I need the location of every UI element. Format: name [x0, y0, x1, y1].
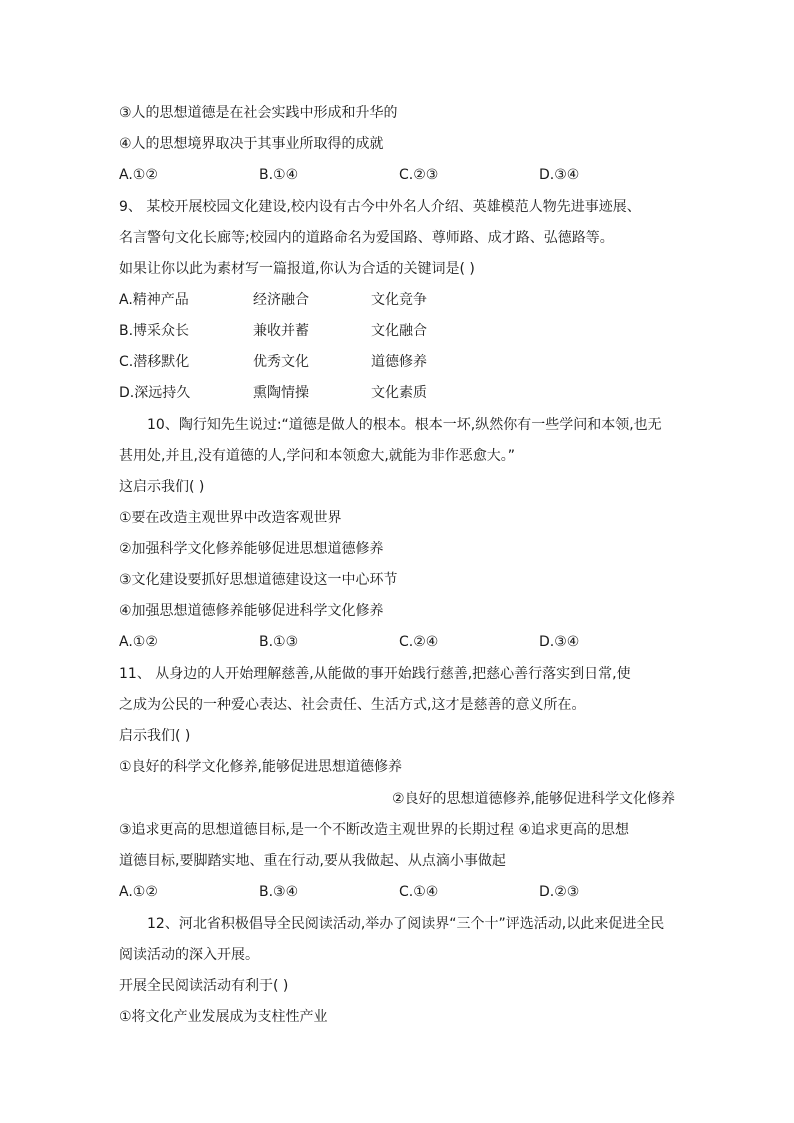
- q11-stem-line-1: 11、 从身边的人开始理解慈善,从能做的事开始践行慈善,把慈心善行落实到日常,使: [119, 666, 631, 682]
- q9-option-c-term-2: 优秀文化: [253, 354, 309, 370]
- q8-option-b: B.①④: [259, 167, 299, 183]
- q9-option-d: [119, 384, 427, 402]
- q12-question: 开展全民阅读活动有利于( ): [119, 978, 289, 994]
- q9-option-a-term-2: 经济融合: [253, 292, 309, 308]
- q8-options: [119, 166, 679, 184]
- q9-option-b-term-2: 兼收并蓄: [253, 323, 309, 339]
- q9-stem-line-2: 名言警句文化长廊等;校园内的道路命名为爱国路、尊师路、成才路、弘德路等。: [119, 230, 614, 246]
- q11-option-c: C.①④: [399, 884, 439, 900]
- q11-option-a: A.①②: [119, 884, 158, 900]
- q8-option-a: A.①②: [119, 167, 158, 183]
- q9-option-d-term-2: 熏陶情操: [253, 385, 309, 401]
- q10-statement-2: ②加强科学文化修养能够促进思想道德修养: [119, 541, 384, 557]
- q11-statement-3: ③追求更高的思想道德目标,是一个不断改造主观世界的长期过程 ④追求更高的思想: [119, 822, 629, 838]
- q9-option-a-term-1: A.精神产品: [119, 292, 189, 308]
- q10-option-d: D.③④: [539, 634, 580, 650]
- q11-stem-line-2: 之成为公民的一种爱心表达、社会责任、生活方式,这才是慈善的意义所在。: [119, 697, 586, 713]
- q10-option-a: A.①②: [119, 634, 158, 650]
- q10-option-b: B.①③: [259, 634, 299, 650]
- q9-option-a-term-3: 文化竞争: [371, 292, 427, 308]
- q9-option-c: [119, 353, 427, 371]
- q12-stem-line-2: 阅读活动的深入开展。: [119, 947, 259, 963]
- q9-stem-line-1: 9、 某校开展校园文化建设,校内设有古今中外名人介绍、英雄模范人物先进事迹展、: [119, 199, 641, 215]
- q10-question: 这启示我们( ): [119, 479, 205, 495]
- q11-option-d: D.②③: [539, 884, 580, 900]
- q10-statement-3: ③文化建设要抓好思想道德建设这一中心环节: [119, 572, 398, 588]
- q8-option-d: D.③④: [539, 167, 580, 183]
- q11-statement-2: ②良好的思想道德修养,能够促进科学文化修养: [392, 791, 675, 807]
- q8-option-c: C.②③: [399, 167, 439, 183]
- q9-option-b: [119, 322, 427, 340]
- q8-statement-3: ③人的思想道德是在社会实践中形成和升华的: [119, 105, 398, 121]
- q10-stem-line-1: 10、陶行知先生说过:“道德是做人的根本。根本一坏,纵然你有一些学问和本领,也无: [147, 417, 662, 433]
- q10-statement-1: ①要在改造主观世界中改造客观世界: [119, 510, 342, 526]
- q9-option-b-term-3: 文化融合: [371, 323, 427, 339]
- q11-statement-4-continued: 道德目标,要脚踏实地、重在行动,要从我做起、从点滴小事做起: [119, 853, 506, 869]
- q9-option-a: [119, 291, 427, 309]
- q9-option-d-term-1: D.深远持久: [119, 385, 191, 401]
- q10-option-c: C.②④: [399, 634, 439, 650]
- q9-option-b-term-1: B.博采众长: [119, 323, 190, 339]
- q11-options: [119, 883, 679, 901]
- q10-options: [119, 633, 679, 651]
- q12-statement-1: ①将文化产业发展成为支柱性产业: [119, 1009, 328, 1025]
- q9-question: 如果让你以此为素材写一篇报道,你认为合适的关键词是( ): [119, 261, 475, 277]
- q9-option-d-term-3: 文化素质: [371, 385, 427, 401]
- q11-statement-1: ①良好的科学文化修养,能够促进思想道德修养: [119, 759, 402, 775]
- q10-statement-4: ④加强思想道德修养能够促进科学文化修养: [119, 603, 384, 619]
- q9-option-c-term-1: C.潜移默化: [119, 354, 190, 370]
- q10-stem-line-2: 甚用处,并且,没有道德的人,学问和本领愈大,就能为非作恶愈大。”: [119, 448, 516, 464]
- q9-option-c-term-3: 道德修养: [371, 354, 427, 370]
- q11-option-b: B.③④: [259, 884, 299, 900]
- q11-question: 启示我们( ): [119, 728, 191, 744]
- q12-stem-line-1: 12、河北省积极倡导全民阅读活动,举办了阅读界“三个十”评选活动,以此来促进全民: [147, 916, 665, 932]
- q8-statement-4: ④人的思想境界取决于其事业所取得的成就: [119, 136, 384, 152]
